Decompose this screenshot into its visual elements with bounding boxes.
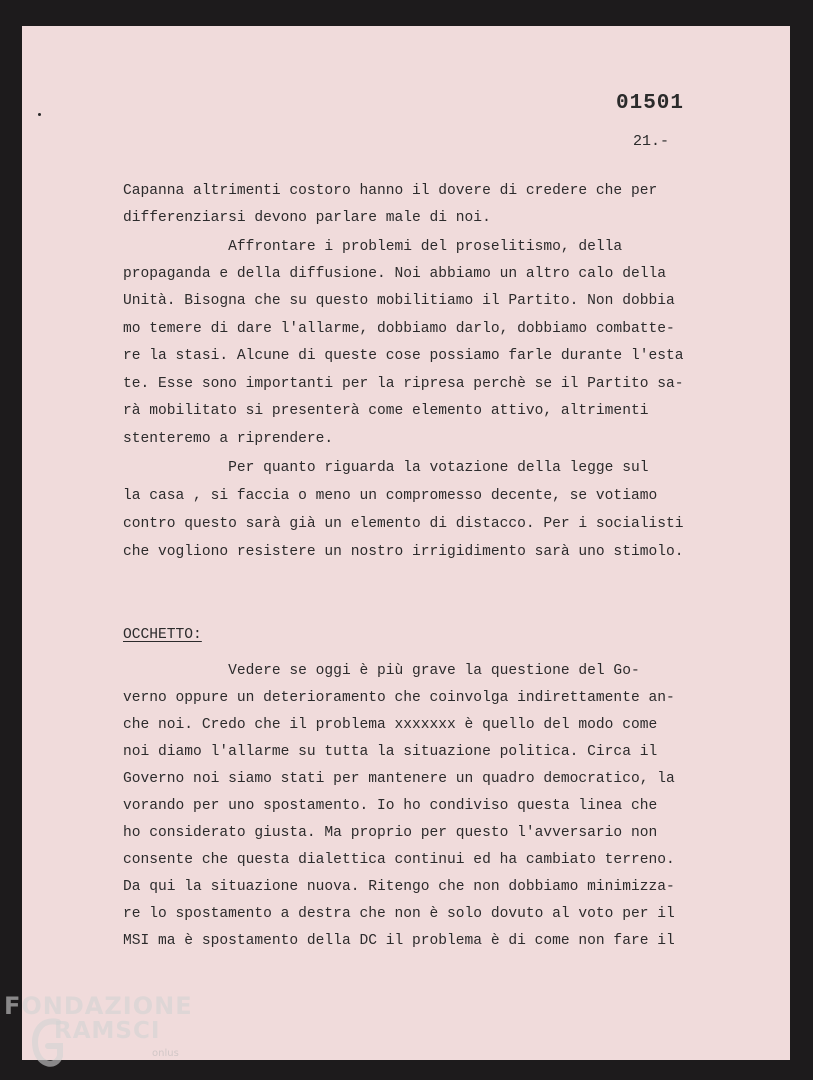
text-line: propaganda e della diffusione. Noi abbiamo un altro calo della [123,266,666,282]
text-line: che vogliono resistere un nostro irrigidimento sarà uno stimolo. [123,544,684,560]
text-line: Per quanto riguarda la votazione della legge sul [123,460,649,476]
text-line: stenteremo a riprendere. [123,431,334,447]
text-line: contro questo sarà già un elemento di distacco. Per i socialisti [123,516,684,532]
text-line: che noi. Credo che il problema xxxxxxx è quello del modo come [123,717,658,733]
text-line: differenziarsi devono parlare male di noi. [123,210,491,226]
text-line: re la stasi. Alcune di queste cose possiamo farle durante l'esta [123,348,684,364]
text-line: rà mobilitato si presenterà come elemento attivo, altrimenti [123,403,649,419]
text-line: ho considerato giusta. Ma proprio per questo l'avversario non [123,825,658,841]
text-line: Vedere se oggi è più grave la questione del Go- [123,663,640,679]
document-number: 01501 [616,92,685,115]
text-line: Unità. Bisogna che su questo mobilitiamo il Partito. Non dobbia [123,293,675,309]
text-line: te. Esse sono importanti per la ripresa perchè se il Partito sa- [123,376,684,392]
text-line: verno oppure un deterioramento che coinvolga indirettamente an- [123,690,675,706]
text-line: Affrontare i problemi del proselitismo, della [123,239,623,255]
text-line: vorando per uno spostamento. Io ho condiviso questa linea che [123,798,658,814]
watermark-logo [4,990,204,1080]
text-line: consente che questa dialettica continui ed ha cambiato terreno. [123,852,675,868]
speaker-heading: OCCHETTO: [123,627,202,643]
text-line: MSI ma è spostamento della DC il problema è di come non fare il [123,933,675,949]
page-number: 21.- [633,133,670,150]
text-line: Capanna altrimenti costoro hanno il dovere di credere che per [123,183,658,199]
text-line: noi diamo l'allarme su tutta la situazione politica. Circa il [123,744,658,760]
paper-mark [38,113,41,116]
watermark-line2: RAMSCI [54,1018,161,1044]
watermark-line1: FONDAZIONE [4,992,193,1020]
text-line: la casa , si faccia o meno un compromesso decente, se votiamo [123,488,658,504]
text-line: Da qui la situazione nuova. Ritengo che non dobbiamo minimizza- [123,879,675,895]
text-line: re lo spostamento a destra che non è solo dovuto al voto per il [123,906,675,922]
text-line: Governo noi siamo stati per mantenere un quadro democratico, la [123,771,675,787]
watermark-line3: onlus [152,1048,179,1059]
text-line: mo temere di dare l'allarme, dobbiamo darlo, dobbiamo combatte- [123,321,675,337]
